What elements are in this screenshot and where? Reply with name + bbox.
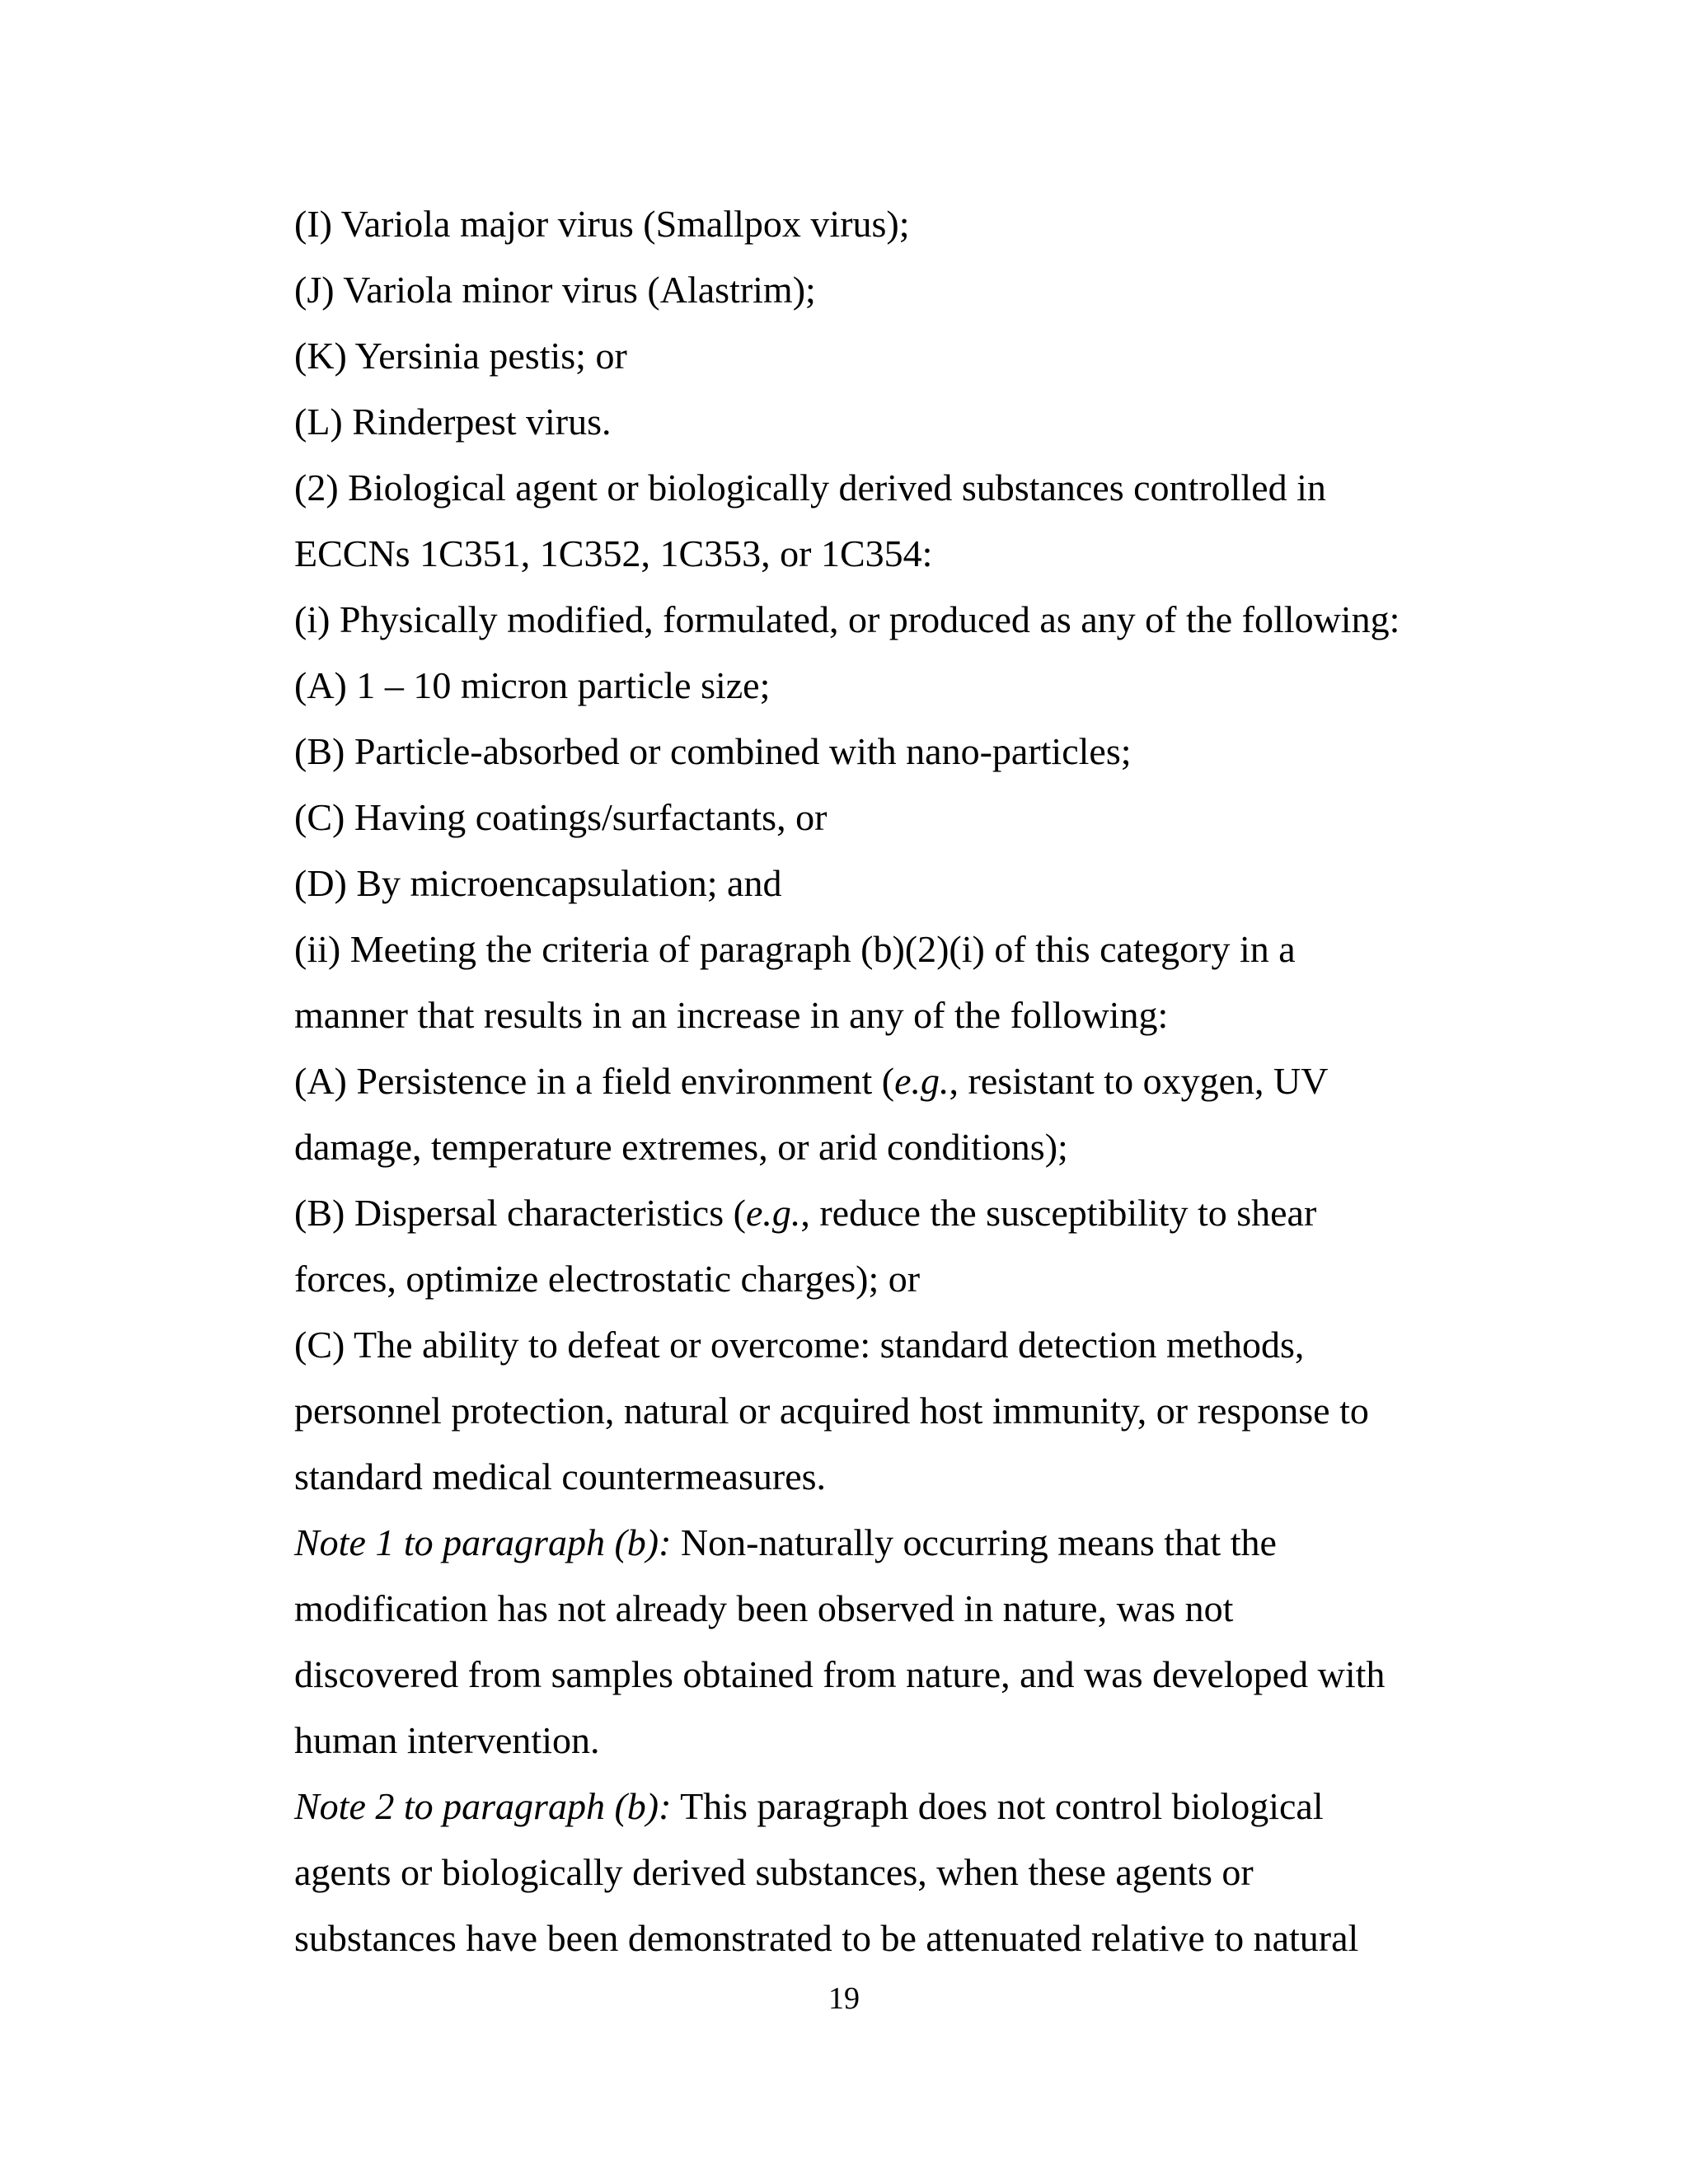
item-b-nano-particles: (B) Particle-absorbed or combined with nano-particles; [294,730,1132,772]
note-1-line-4: human intervention. [294,1719,600,1761]
paragraph-2-line-2: ECCNs 1C351, 1C352, 1C353, or 1C354: [294,532,933,574]
item-c-coatings: (C) Having coatings/surfactants, or [294,796,828,838]
text-segment: , resistant to oxygen, UV [949,1060,1329,1102]
item-d-microencapsulation: (D) By microencapsulation; and [294,862,782,904]
text-segment: This paragraph does not control biological [671,1785,1324,1827]
item-b-dispersal-line-2: forces, optimize electrostatic charges); or [294,1258,921,1300]
text-segment: , reduce the susceptibility to shear [800,1192,1317,1234]
eg-italic: e.g. [745,1192,801,1234]
item-a-persistence-line-2: damage, temperature extremes, or arid conditions); [294,1126,1068,1168]
item-c-ability-line-3: standard medical countermeasures. [294,1455,827,1497]
note-2-line-1 [294,1774,1531,1840]
list-item-k: (K) Yersinia pestis; or [294,335,627,377]
note-2-label: Note 2 to paragraph (b): [294,1785,672,1827]
text-segment: Non-naturally occurring means that the [671,1521,1277,1563]
subparagraph-ii-line-1: (ii) Meeting the criteria of paragraph (b)(2)(i) of this category in a [294,928,1296,970]
list-item-l: (L) Rinderpest virus. [294,401,612,443]
item-a-particle-size: (A) 1 – 10 micron particle size; [294,664,771,706]
subparagraph-ii-line-2: manner that results in an increase in any of the following: [294,994,1169,1036]
subparagraph-i: (i) Physically modified, formulated, or produced as any of the following: [294,598,1400,640]
note-1-line-1 [294,1510,1531,1576]
item-a-persistence-line-1 [294,1048,1531,1114]
text-segment: (A) Persistence in a field environment ( [294,1060,895,1102]
note-1-label: Note 1 to paragraph (b): [294,1521,672,1563]
text-segment: (B) Dispersal characteristics ( [294,1192,746,1234]
note-1-line-3: discovered from samples obtained from nature, and was developed with [294,1653,1386,1695]
page-number: 19 [828,1981,860,2016]
document-body [294,191,1531,1971]
item-b-dispersal-line-1 [294,1180,1531,1246]
eg-italic: e.g. [894,1060,950,1102]
paragraph-2-line-1: (2) Biological agent or biologically derived substances controlled in [294,466,1326,509]
note-2-line-3: substances have been demonstrated to be attenuated relative to natural [294,1917,1359,1959]
list-item-i: (I) Variola major virus (Smallpox virus); [294,203,910,245]
list-item-j: (J) Variola minor virus (Alastrim); [294,269,816,311]
item-c-ability-line-1: (C) The ability to defeat or overcome: standard detection methods, [294,1324,1305,1366]
note-1-line-2: modification has not already been observed in nature, was not [294,1587,1234,1629]
item-c-ability-line-2: personnel protection, natural or acquired host immunity, or response to [294,1390,1369,1432]
note-2-line-2: agents or biologically derived substances, when these agents or [294,1851,1254,1893]
